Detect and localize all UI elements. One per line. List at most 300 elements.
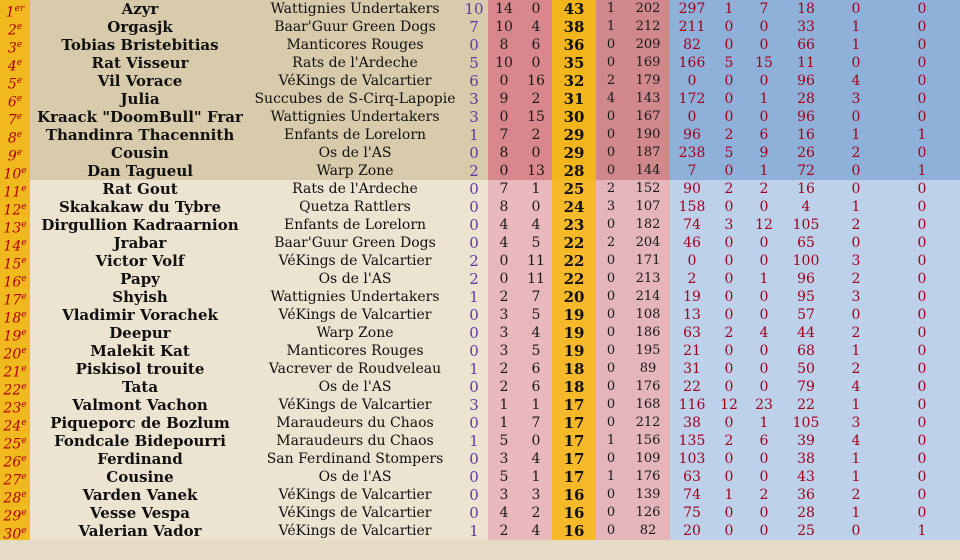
stat-b: 8 [488, 144, 520, 162]
stat-s6: 0 [884, 72, 960, 90]
stat-s1: 22 [670, 378, 714, 396]
stat-s1: 103 [670, 450, 714, 468]
stat-b: 9 [488, 90, 520, 108]
rank-number: 17 [3, 292, 22, 306]
stat-s6: 0 [884, 450, 960, 468]
stat-s1: 135 [670, 432, 714, 450]
rank-label [0, 432, 30, 450]
stat-b: 14 [488, 0, 520, 18]
stat-s1: 96 [670, 126, 714, 144]
stat-s5: 1 [828, 450, 884, 468]
stat-s5: 3 [828, 414, 884, 432]
stat-s5: 1 [828, 504, 884, 522]
stat-e: 152 [626, 180, 670, 198]
team-name: Baar'Guur Green Dogs [250, 234, 460, 252]
stat-s6: 0 [884, 0, 960, 18]
rank-suffix: e [21, 400, 27, 410]
stat-d: 1 [596, 18, 626, 36]
stat-d: 0 [596, 522, 626, 540]
stat-e: 143 [626, 90, 670, 108]
table-row [0, 162, 960, 180]
stat-s2: 0 [714, 234, 744, 252]
player-name: Vladimir Vorachek [30, 306, 250, 324]
points: 17 [552, 396, 596, 414]
stat-b: 0 [488, 252, 520, 270]
stat-a: 10 [460, 0, 488, 18]
stat-s1: 172 [670, 90, 714, 108]
points: 25 [552, 180, 596, 198]
stat-s4: 100 [784, 252, 828, 270]
rank-number: 28 [3, 490, 22, 504]
stat-c: 1 [520, 396, 552, 414]
stat-s5: 0 [828, 522, 884, 540]
player-name: Piskisol trouite [30, 360, 250, 378]
table-row [0, 180, 960, 198]
rank-suffix: e [21, 328, 27, 338]
stat-a: 0 [460, 504, 488, 522]
player-name: Rat Gout [30, 180, 250, 198]
rank-suffix: e [16, 112, 23, 122]
stat-s1: 82 [670, 36, 714, 54]
stat-s4: 28 [784, 90, 828, 108]
stat-s4: 33 [784, 18, 828, 36]
stat-d: 2 [596, 234, 626, 252]
rank-label [0, 414, 30, 432]
stat-s1: 238 [670, 144, 714, 162]
stat-e: 195 [626, 342, 670, 360]
points: 43 [552, 0, 596, 18]
rank-label [0, 486, 30, 504]
stat-s5: 1 [828, 342, 884, 360]
stat-s1: 31 [670, 360, 714, 378]
stat-e: 190 [626, 126, 670, 144]
stat-d: 0 [596, 126, 626, 144]
points: 29 [552, 126, 596, 144]
team-name: VéKings de Valcartier [250, 72, 460, 90]
stat-a: 3 [460, 90, 488, 108]
rank-suffix: er [14, 4, 25, 14]
stat-b: 2 [488, 378, 520, 396]
stat-s4: 22 [784, 396, 828, 414]
stat-s1: 19 [670, 288, 714, 306]
stat-a: 0 [460, 198, 488, 216]
table-row [0, 306, 960, 324]
stat-s2: 0 [714, 90, 744, 108]
stat-s6: 0 [884, 108, 960, 126]
stat-a: 0 [460, 216, 488, 234]
stat-s4: 16 [784, 126, 828, 144]
stat-c: 15 [520, 108, 552, 126]
points: 19 [552, 342, 596, 360]
stat-d: 0 [596, 342, 626, 360]
stat-a: 3 [460, 108, 488, 126]
rank-number: 24 [3, 418, 22, 432]
rank-label [0, 180, 30, 198]
stat-e: 167 [626, 108, 670, 126]
rank-number: 16 [3, 274, 22, 288]
rank-number: 8 [7, 130, 17, 144]
stat-c: 1 [520, 468, 552, 486]
rank-label [0, 252, 30, 270]
table-row [0, 378, 960, 396]
table-row [0, 0, 960, 18]
player-name: Valmont Vachon [30, 396, 250, 414]
team-name: Enfants de Lorelorn [250, 216, 460, 234]
stat-e: 213 [626, 270, 670, 288]
stat-s3: 7 [744, 0, 784, 18]
stat-s3: 0 [744, 504, 784, 522]
stat-a: 0 [460, 378, 488, 396]
stat-a: 0 [460, 414, 488, 432]
stat-c: 0 [520, 432, 552, 450]
stat-s3: 1 [744, 414, 784, 432]
stat-s4: 25 [784, 522, 828, 540]
rank-number: 27 [3, 472, 22, 486]
stat-s1: 63 [670, 468, 714, 486]
stat-b: 1 [488, 396, 520, 414]
stat-e: 204 [626, 234, 670, 252]
stat-s3: 23 [744, 396, 784, 414]
stat-e: 186 [626, 324, 670, 342]
rank-number: 3 [7, 40, 17, 54]
stat-c: 5 [520, 234, 552, 252]
stat-a: 1 [460, 288, 488, 306]
stat-d: 0 [596, 36, 626, 54]
table-row [0, 72, 960, 90]
stat-s2: 5 [714, 54, 744, 72]
stat-d: 0 [596, 504, 626, 522]
stat-d: 0 [596, 414, 626, 432]
stat-e: 108 [626, 306, 670, 324]
points: 16 [552, 522, 596, 540]
stat-s3: 0 [744, 36, 784, 54]
stat-d: 0 [596, 378, 626, 396]
table-row [0, 342, 960, 360]
stat-a: 0 [460, 342, 488, 360]
stat-s4: 16 [784, 180, 828, 198]
rank-label [0, 306, 30, 324]
stat-s2: 0 [714, 450, 744, 468]
team-name: Succubes de S-Cirq-Lapopie [250, 90, 460, 108]
team-name: VéKings de Valcartier [250, 396, 460, 414]
player-name: Varden Vanek [30, 486, 250, 504]
rank-number: 18 [3, 310, 22, 324]
stat-s2: 0 [714, 36, 744, 54]
stat-s2: 5 [714, 144, 744, 162]
player-name: Thandinra Thacennith [30, 126, 250, 144]
stat-s6: 1 [884, 126, 960, 144]
rank-number: 23 [3, 400, 22, 414]
stat-c: 2 [520, 90, 552, 108]
player-name: Azyr [30, 0, 250, 18]
rank-number: 25 [3, 436, 22, 450]
stat-s4: 57 [784, 306, 828, 324]
team-name: VéKings de Valcartier [250, 252, 460, 270]
stat-d: 0 [596, 288, 626, 306]
stat-s3: 0 [744, 468, 784, 486]
stat-s3: 2 [744, 486, 784, 504]
stat-a: 7 [460, 18, 488, 36]
stat-s2: 0 [714, 288, 744, 306]
stat-e: 212 [626, 414, 670, 432]
team-name: Warp Zone [250, 324, 460, 342]
stat-d: 0 [596, 54, 626, 72]
player-name: Tobias Bristebitias [30, 36, 250, 54]
stat-b: 3 [488, 342, 520, 360]
table-row [0, 216, 960, 234]
stat-s5: 2 [828, 324, 884, 342]
rank-number: 19 [3, 328, 22, 342]
team-name: Quetza Rattlers [250, 198, 460, 216]
points: 17 [552, 468, 596, 486]
rank-number: 14 [3, 238, 22, 252]
stat-c: 7 [520, 288, 552, 306]
stat-s1: 21 [670, 342, 714, 360]
stat-s5: 1 [828, 126, 884, 144]
rank-label [0, 468, 30, 486]
stat-c: 16 [520, 72, 552, 90]
rank-suffix: e [21, 526, 27, 536]
rank-label [0, 108, 30, 126]
rank-number: 20 [3, 346, 22, 360]
stat-c: 4 [520, 18, 552, 36]
table-row [0, 360, 960, 378]
points: 28 [552, 162, 596, 180]
rank-number: 11 [3, 184, 22, 198]
stat-e: 82 [626, 522, 670, 540]
stat-a: 2 [460, 252, 488, 270]
stat-d: 0 [596, 450, 626, 468]
stat-s2: 0 [714, 414, 744, 432]
stat-s2: 2 [714, 180, 744, 198]
stat-s1: 74 [670, 486, 714, 504]
stat-b: 0 [488, 162, 520, 180]
stat-s1: 2 [670, 270, 714, 288]
stat-a: 0 [460, 324, 488, 342]
rank-suffix: e [21, 166, 27, 176]
stat-s6: 0 [884, 216, 960, 234]
table-row [0, 126, 960, 144]
rank-label [0, 450, 30, 468]
stat-s6: 0 [884, 180, 960, 198]
points: 16 [552, 504, 596, 522]
stat-s4: 72 [784, 162, 828, 180]
stat-s3: 0 [744, 342, 784, 360]
stat-s5: 0 [828, 162, 884, 180]
team-name: Enfants de Lorelorn [250, 126, 460, 144]
stat-s6: 1 [884, 162, 960, 180]
stat-s3: 0 [744, 378, 784, 396]
stat-s3: 9 [744, 144, 784, 162]
stat-s3: 0 [744, 360, 784, 378]
stat-s2: 3 [714, 216, 744, 234]
stat-s1: 0 [670, 108, 714, 126]
stat-a: 0 [460, 234, 488, 252]
stat-s3: 6 [744, 432, 784, 450]
stat-s1: 63 [670, 324, 714, 342]
rank-suffix: e [21, 418, 27, 428]
stat-s4: 68 [784, 342, 828, 360]
rank-suffix: e [16, 22, 23, 32]
rank-label [0, 72, 30, 90]
player-name: Tata [30, 378, 250, 396]
rank-label [0, 54, 30, 72]
stat-d: 1 [596, 468, 626, 486]
rank-suffix: e [21, 490, 27, 500]
stat-s6: 0 [884, 18, 960, 36]
player-name: Rat Visseur [30, 54, 250, 72]
points: 22 [552, 252, 596, 270]
rank-label [0, 504, 30, 522]
table-row [0, 288, 960, 306]
stat-s5: 3 [828, 288, 884, 306]
stat-s6: 0 [884, 90, 960, 108]
rank-suffix: e [16, 130, 23, 140]
points: 17 [552, 432, 596, 450]
points: 38 [552, 18, 596, 36]
stat-s5: 3 [828, 252, 884, 270]
player-name: Piqueporc de Bozlum [30, 414, 250, 432]
stat-s2: 0 [714, 72, 744, 90]
stat-c: 2 [520, 126, 552, 144]
rank-suffix: e [21, 472, 27, 482]
table-row [0, 108, 960, 126]
player-name: Vil Vorace [30, 72, 250, 90]
stat-s2: 0 [714, 108, 744, 126]
stat-s1: 158 [670, 198, 714, 216]
player-name: Papy [30, 270, 250, 288]
player-name: Valerian Vador [30, 522, 250, 540]
stat-s6: 1 [884, 522, 960, 540]
points: 36 [552, 36, 596, 54]
player-name: Dan Tagueul [30, 162, 250, 180]
points: 22 [552, 234, 596, 252]
stat-c: 6 [520, 360, 552, 378]
stat-s1: 46 [670, 234, 714, 252]
points: 24 [552, 198, 596, 216]
table-row [0, 504, 960, 522]
stat-s3: 0 [744, 198, 784, 216]
stat-s5: 4 [828, 378, 884, 396]
stat-a: 0 [460, 450, 488, 468]
stat-s1: 74 [670, 216, 714, 234]
stat-a: 1 [460, 432, 488, 450]
team-name: Rats de l'Ardeche [250, 54, 460, 72]
stat-s2: 0 [714, 522, 744, 540]
stat-s2: 0 [714, 18, 744, 36]
rank-label [0, 18, 30, 36]
points: 19 [552, 324, 596, 342]
stat-s2: 0 [714, 378, 744, 396]
stat-s5: 1 [828, 396, 884, 414]
stat-b: 0 [488, 270, 520, 288]
stat-a: 5 [460, 54, 488, 72]
stat-a: 6 [460, 72, 488, 90]
stat-s2: 1 [714, 486, 744, 504]
stat-s2: 2 [714, 126, 744, 144]
team-name: Wattignies Undertakers [250, 288, 460, 306]
rank-number: 10 [3, 166, 22, 180]
stat-d: 1 [596, 0, 626, 18]
points: 31 [552, 90, 596, 108]
rank-number: 2 [7, 22, 17, 36]
rank-number: 4 [7, 58, 17, 72]
stat-c: 3 [520, 486, 552, 504]
team-name: VéKings de Valcartier [250, 306, 460, 324]
stat-d: 0 [596, 252, 626, 270]
stat-c: 2 [520, 504, 552, 522]
stat-c: 7 [520, 414, 552, 432]
rank-label [0, 198, 30, 216]
stat-s2: 0 [714, 252, 744, 270]
player-name: Shyish [30, 288, 250, 306]
points: 16 [552, 486, 596, 504]
player-name: Deepur [30, 324, 250, 342]
stat-s6: 0 [884, 234, 960, 252]
stat-b: 5 [488, 432, 520, 450]
team-name: Os de l'AS [250, 270, 460, 288]
stat-s3: 15 [744, 54, 784, 72]
stat-b: 8 [488, 198, 520, 216]
stat-s5: 2 [828, 270, 884, 288]
table-row [0, 270, 960, 288]
stat-s1: 38 [670, 414, 714, 432]
stat-s6: 0 [884, 342, 960, 360]
stat-s1: 75 [670, 504, 714, 522]
stat-s2: 0 [714, 270, 744, 288]
stat-b: 2 [488, 360, 520, 378]
team-name: Wattignies Undertakers [250, 0, 460, 18]
stat-e: 168 [626, 396, 670, 414]
stat-s6: 0 [884, 144, 960, 162]
table-row [0, 144, 960, 162]
stat-e: 202 [626, 0, 670, 18]
stat-s6: 0 [884, 324, 960, 342]
points: 35 [552, 54, 596, 72]
stat-a: 3 [460, 396, 488, 414]
stat-s3: 0 [744, 234, 784, 252]
stat-e: 89 [626, 360, 670, 378]
player-name: Kraack "DoomBull" Frar [30, 108, 250, 126]
stat-s3: 0 [744, 306, 784, 324]
stat-c: 0 [520, 0, 552, 18]
stat-d: 0 [596, 360, 626, 378]
rank-suffix: e [21, 274, 27, 284]
stat-a: 2 [460, 162, 488, 180]
stat-s6: 0 [884, 468, 960, 486]
stat-s2: 0 [714, 342, 744, 360]
stat-a: 0 [460, 468, 488, 486]
stat-s3: 4 [744, 324, 784, 342]
stat-s2: 1 [714, 0, 744, 18]
stat-a: 0 [460, 144, 488, 162]
stat-s6: 0 [884, 252, 960, 270]
stat-s3: 0 [744, 522, 784, 540]
stat-s6: 0 [884, 504, 960, 522]
stat-e: 182 [626, 216, 670, 234]
stat-s1: 13 [670, 306, 714, 324]
rank-number: 15 [3, 256, 22, 270]
team-name: VéKings de Valcartier [250, 522, 460, 540]
stat-s4: 50 [784, 360, 828, 378]
stat-s2: 12 [714, 396, 744, 414]
player-name: Skakakaw du Tybre [30, 198, 250, 216]
rank-suffix: e [21, 508, 27, 518]
stat-s6: 0 [884, 198, 960, 216]
rank-number: 29 [3, 508, 22, 522]
stat-e: 139 [626, 486, 670, 504]
player-name: Orgasjk [30, 18, 250, 36]
